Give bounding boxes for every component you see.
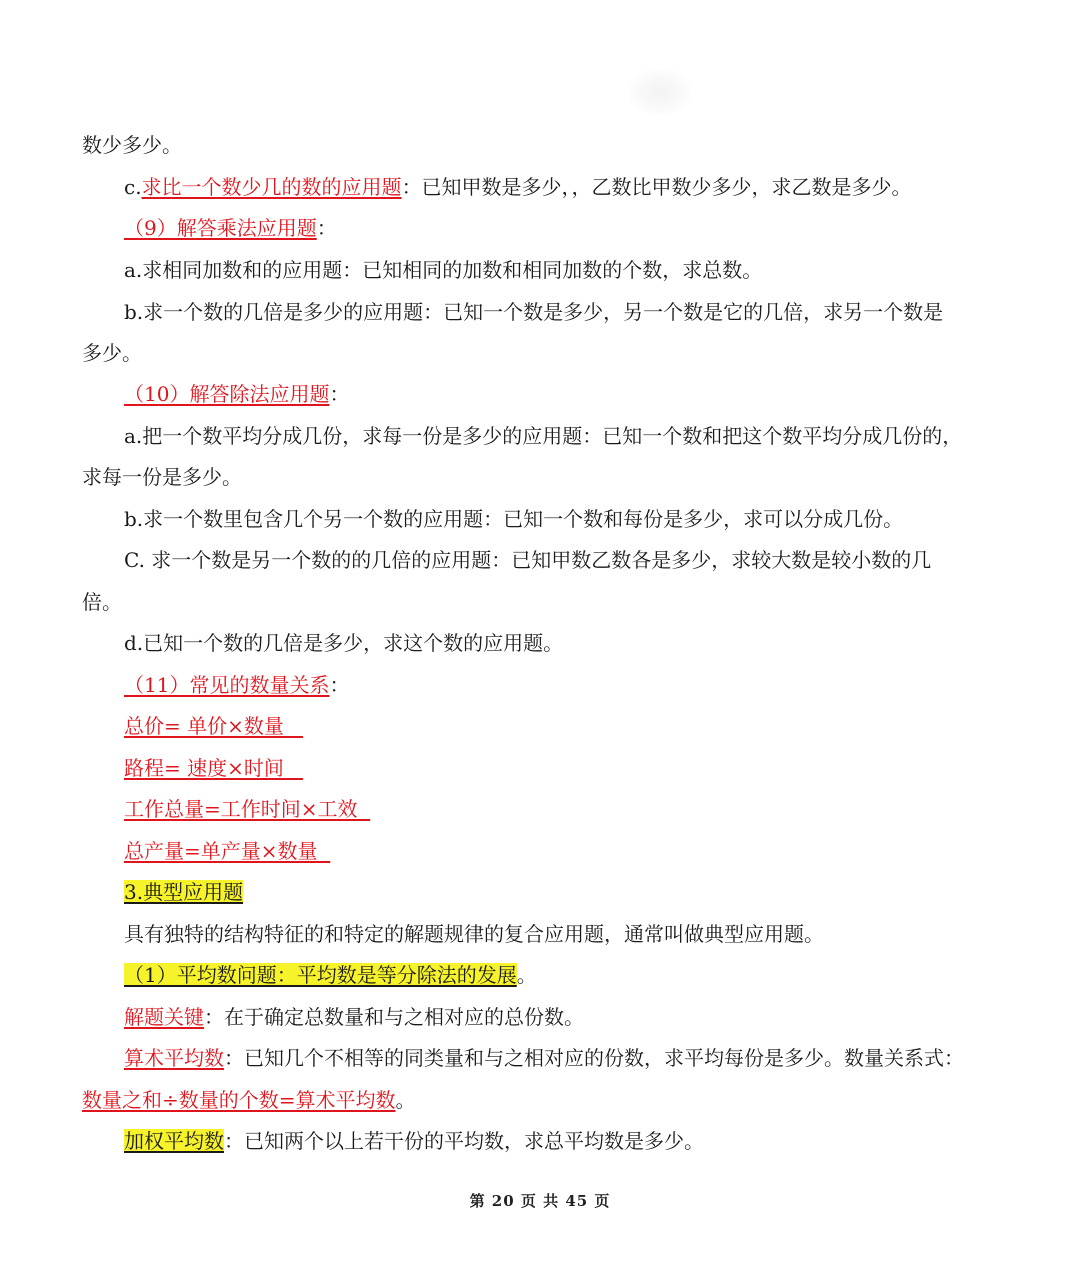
text-line: b.求一个数里包含几个另一个数的应用题：已知一个数和每份是多少，求可以分成几份。 xyxy=(124,507,904,531)
formula-distance: 路程= 速度×时间 xyxy=(124,756,303,780)
formula-output: 总产量=单产量×数量 xyxy=(124,839,331,863)
keyword-label: 算术平均数 xyxy=(124,1046,224,1070)
red-underlined-title: 求比一个数少几的数的应用题 xyxy=(141,175,402,199)
text-line: 解题关键：在于确定总数量和与之相对应的总份数。 xyxy=(124,1005,584,1029)
section-heading-3: 3.典型应用题 xyxy=(124,880,244,904)
text-line: 倍。 xyxy=(82,590,122,614)
text-line: 加权平均数：已知两个以上若干份的平均数，求总平均数是多少。 xyxy=(124,1129,704,1153)
text-line: a.把一个数平均分成几份，求每一份是多少的应用题：已知一个数和把这个数平均分成几份的， xyxy=(124,424,963,448)
text-line: d.已知一个数的几倍是多少，求这个数的应用题。 xyxy=(124,631,564,655)
page-footer: 第 20 页 共 45 页 xyxy=(469,1192,611,1210)
formula-total-price: 总价= 单价×数量 xyxy=(124,714,303,738)
keyword-label: 加权平均数 xyxy=(124,1129,224,1153)
text-line: a.求相同加数和的应用题：已知相同的加数和相同加数的个数，求总数。 xyxy=(124,258,763,282)
scan-smudge xyxy=(630,70,690,115)
formula-work: 工作总量=工作时间×工效 xyxy=(124,797,371,821)
keyword-label: 解题关键 xyxy=(124,1005,204,1029)
average-problem-heading: （1）平均数问题：平均数是等分除法的发展。 xyxy=(124,963,537,987)
text-line: 具有独特的结构特征的和特定的解题规律的复合应用题，通常叫做典型应用题。 xyxy=(124,922,824,946)
section-heading-11: （11）常见的数量关系： xyxy=(124,673,350,697)
section-heading-10: （10）解答除法应用题： xyxy=(124,382,350,406)
section-heading-9: （9）解答乘法应用题： xyxy=(124,216,337,240)
formula-arithmetic-mean: 数量之和÷数量的个数=算术平均数。 xyxy=(82,1088,416,1112)
text-line: b.求一个数的几倍是多少的应用题：已知一个数是多少，另一个数是它的几倍，求另一个数是 xyxy=(124,300,944,324)
text-line: 算术平均数：已知几个不相等的同类量和与之相对应的份数，求平均每份是多少。数量关系式： xyxy=(124,1046,964,1070)
text-line: 数少多少。 xyxy=(82,133,182,157)
text-line: c.求比一个数少几的数的应用题：已知甲数是多少，，乙数比甲数少多少，求乙数是多少。 xyxy=(124,175,912,199)
text-line: 多少。 xyxy=(82,341,142,365)
text-line: 求每一份是多少。 xyxy=(82,465,242,489)
text-line: C. 求一个数是另一个数的的几倍的应用题：已知甲数乙数各是多少，求较大数是较小数的几 xyxy=(124,548,932,572)
